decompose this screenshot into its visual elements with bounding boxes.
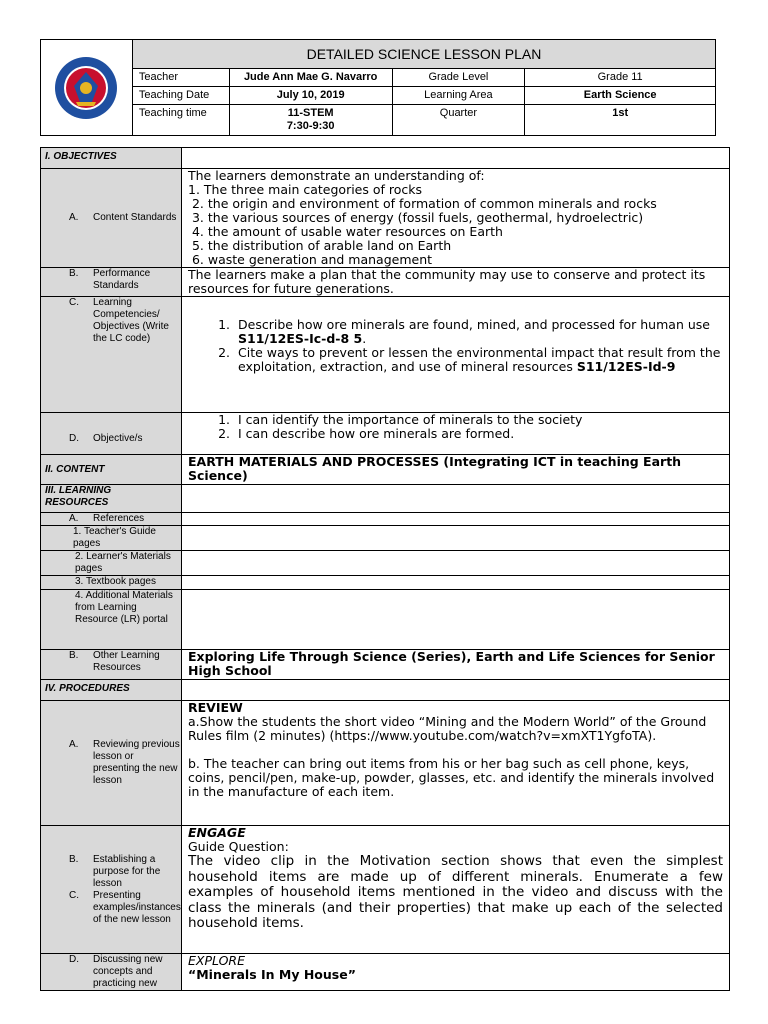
competency-item: 2. Cite ways to prevent or lessen the environmental impact that result from the exploitation, extraction, and use of mineral resources S11/12ES-Id-9 — [234, 346, 723, 374]
other-resources-text: Exploring Life Through Science (Series), Earth and Life Sciences for Senior High School — [182, 650, 730, 680]
teacher-name: Jude Ann Mae G. Navarro — [229, 69, 392, 87]
grade-level-label: Grade Level — [392, 69, 525, 87]
objective-s-label: Objective/s — [93, 432, 143, 444]
review-label: Reviewing previous lesson or presenting the new lesson — [93, 739, 180, 786]
purpose-label: Establishing a purpose for the lesson — [93, 853, 161, 889]
content-standard-line: 5. the distribution of arable land on Earth — [188, 238, 452, 253]
quarter-value: 1st — [525, 105, 716, 136]
performance-standards-label-cell — [41, 268, 182, 297]
examples-label: Presenting examples/instances of the new lesson — [93, 889, 181, 925]
learning-area-value: Earth Science — [525, 87, 716, 105]
performance-standards-text: The learners make a plan that the community may use to conserve and protect its resources for future generations. — [182, 268, 730, 297]
review-item-b: b. The teacher can bring out items from his or her bag such as cell phone, keys, coins, pencil/pen, make-up, powder, glasses, etc. and identify the minerals involved in the manufacture of each item. — [188, 756, 715, 799]
content-text: EARTH MATERIALS AND PROCESSES (Integrating ICT in teaching Earth Science) — [182, 455, 730, 485]
objectives-heading: I. OBJECTIVES — [45, 151, 117, 162]
content-standard-line: 1. The three main categories of rocks — [188, 182, 423, 197]
objective-s-letter: D. — [69, 432, 79, 444]
review-letter: A. — [69, 739, 79, 750]
explore-title: EXPLORE — [188, 953, 246, 968]
lc-code: S11/12ES-Id-9 — [576, 359, 676, 374]
content-standards-label: Content Standards — [93, 212, 177, 223]
teaching-time-value — [229, 105, 392, 136]
teaching-date-value: July 10, 2019 — [229, 87, 392, 105]
additional-materials-label: 4. Additional Materials from Learning Resource (LR) portal — [75, 590, 173, 625]
engage-text: The video clip in the Motivation section shows that even the simplest household items are made up of different minerals. Enumerate a few examples of household items mentioned in the video and discuss with the class the minerals (and their properties) that make up each of the selected household items. — [188, 853, 723, 931]
competencies-label-cell — [41, 297, 182, 413]
content-standard-line: 4. the amount of usable water resources on Earth — [188, 224, 503, 239]
guide-question-label: Guide Question: — [188, 839, 289, 854]
references-label: References — [93, 513, 145, 524]
discussing-label: Discussing new concepts and practicing new — [93, 954, 163, 989]
learners-materials-label: 2. Learner's Materials pages — [75, 551, 171, 574]
objective-s-cell — [182, 413, 730, 455]
competencies-label: Learning Competencies/ Objectives (Write the LC code) — [93, 297, 169, 344]
content-standards-label-cell — [41, 169, 182, 268]
review-title: REVIEW — [188, 700, 243, 715]
content-heading-cell — [41, 455, 182, 485]
content-standard-line: 3. the various sources of energy (fossil fuels, geothermal, hydroelectric) — [188, 210, 644, 225]
other-resources-label: Other Learning Resources — [93, 650, 160, 673]
content-standards-intro: The learners demonstrate an understanding of: — [188, 168, 485, 183]
content-heading: II. CONTENT — [45, 463, 105, 475]
header-table — [40, 39, 716, 136]
review-item-a: a.Show the students the short video “Mining and the Modern World” of the Ground Rules film (2 minutes) (https://www.youtube.com/watch?v=xmXT1YgfoTA). — [188, 714, 707, 743]
objective-item: 2. I can describe how ore minerals are formed. — [234, 427, 723, 441]
teacher-label: Teacher — [132, 69, 229, 87]
quarter-label: Quarter — [392, 105, 525, 136]
examples-letter: C. — [69, 889, 79, 901]
competencies-list — [188, 318, 723, 374]
objectives-heading-cell — [41, 148, 182, 169]
engage-title: ENGAGE — [188, 825, 246, 840]
section-value: 11-STEM — [287, 107, 334, 119]
objective-item: 1. I can identify the importance of minerals to the society — [234, 413, 723, 427]
textbook-label: 3. Textbook pages — [75, 576, 156, 587]
competency-item: 1. Describe how ore minerals are found, mined, and processed for human use S11/12ES-Ic-d-8 5. — [234, 318, 723, 346]
learning-area-label: Learning Area — [392, 87, 525, 105]
content-standards-letter: A. — [69, 212, 79, 223]
purpose-letter: B. — [69, 853, 79, 865]
lesson-plan-title: DETAILED SCIENCE LESSON PLAN — [132, 40, 715, 69]
grade-level-value: Grade 11 — [525, 69, 716, 87]
seal-cell — [41, 40, 133, 136]
objective-s-label-cell — [41, 413, 182, 455]
explore-cell — [182, 954, 730, 991]
teaching-date-label: Teaching Date — [132, 87, 229, 105]
resources-heading-cell — [41, 485, 182, 513]
content-standards-text — [182, 169, 730, 268]
review-cell — [182, 701, 730, 826]
explore-subtitle: “Minerals In My House” — [188, 967, 356, 982]
discussing-letter: D. — [69, 954, 79, 965]
procedures-heading: IV. PROCEDURES — [45, 683, 130, 694]
content-standard-line: 2. the origin and environment of formation of common minerals and rocks — [188, 196, 657, 211]
time-value: 7:30-9:30 — [286, 120, 335, 132]
content-standard-line: 6. waste generation and management — [188, 252, 433, 267]
objective-s-list — [188, 413, 723, 441]
deped-seal-icon — [54, 56, 118, 120]
competencies-cell — [182, 297, 730, 413]
engage-cell — [182, 826, 730, 954]
performance-standards-label: Performance Standards — [93, 268, 151, 291]
lesson-plan-table — [40, 147, 730, 991]
lc-code: S11/12ES-Ic-d-8 5 — [238, 331, 363, 346]
performance-standards-letter: B. — [69, 268, 79, 279]
competencies-letter: C. — [69, 297, 79, 308]
teachers-guide-label: 1. Teacher's Guide pages — [73, 526, 156, 549]
teaching-time-label: Teaching time — [132, 105, 229, 136]
references-letter: A. — [69, 513, 79, 524]
other-resources-letter: B. — [69, 650, 79, 661]
resources-heading: III. LEARNING RESOURCES — [45, 485, 112, 508]
